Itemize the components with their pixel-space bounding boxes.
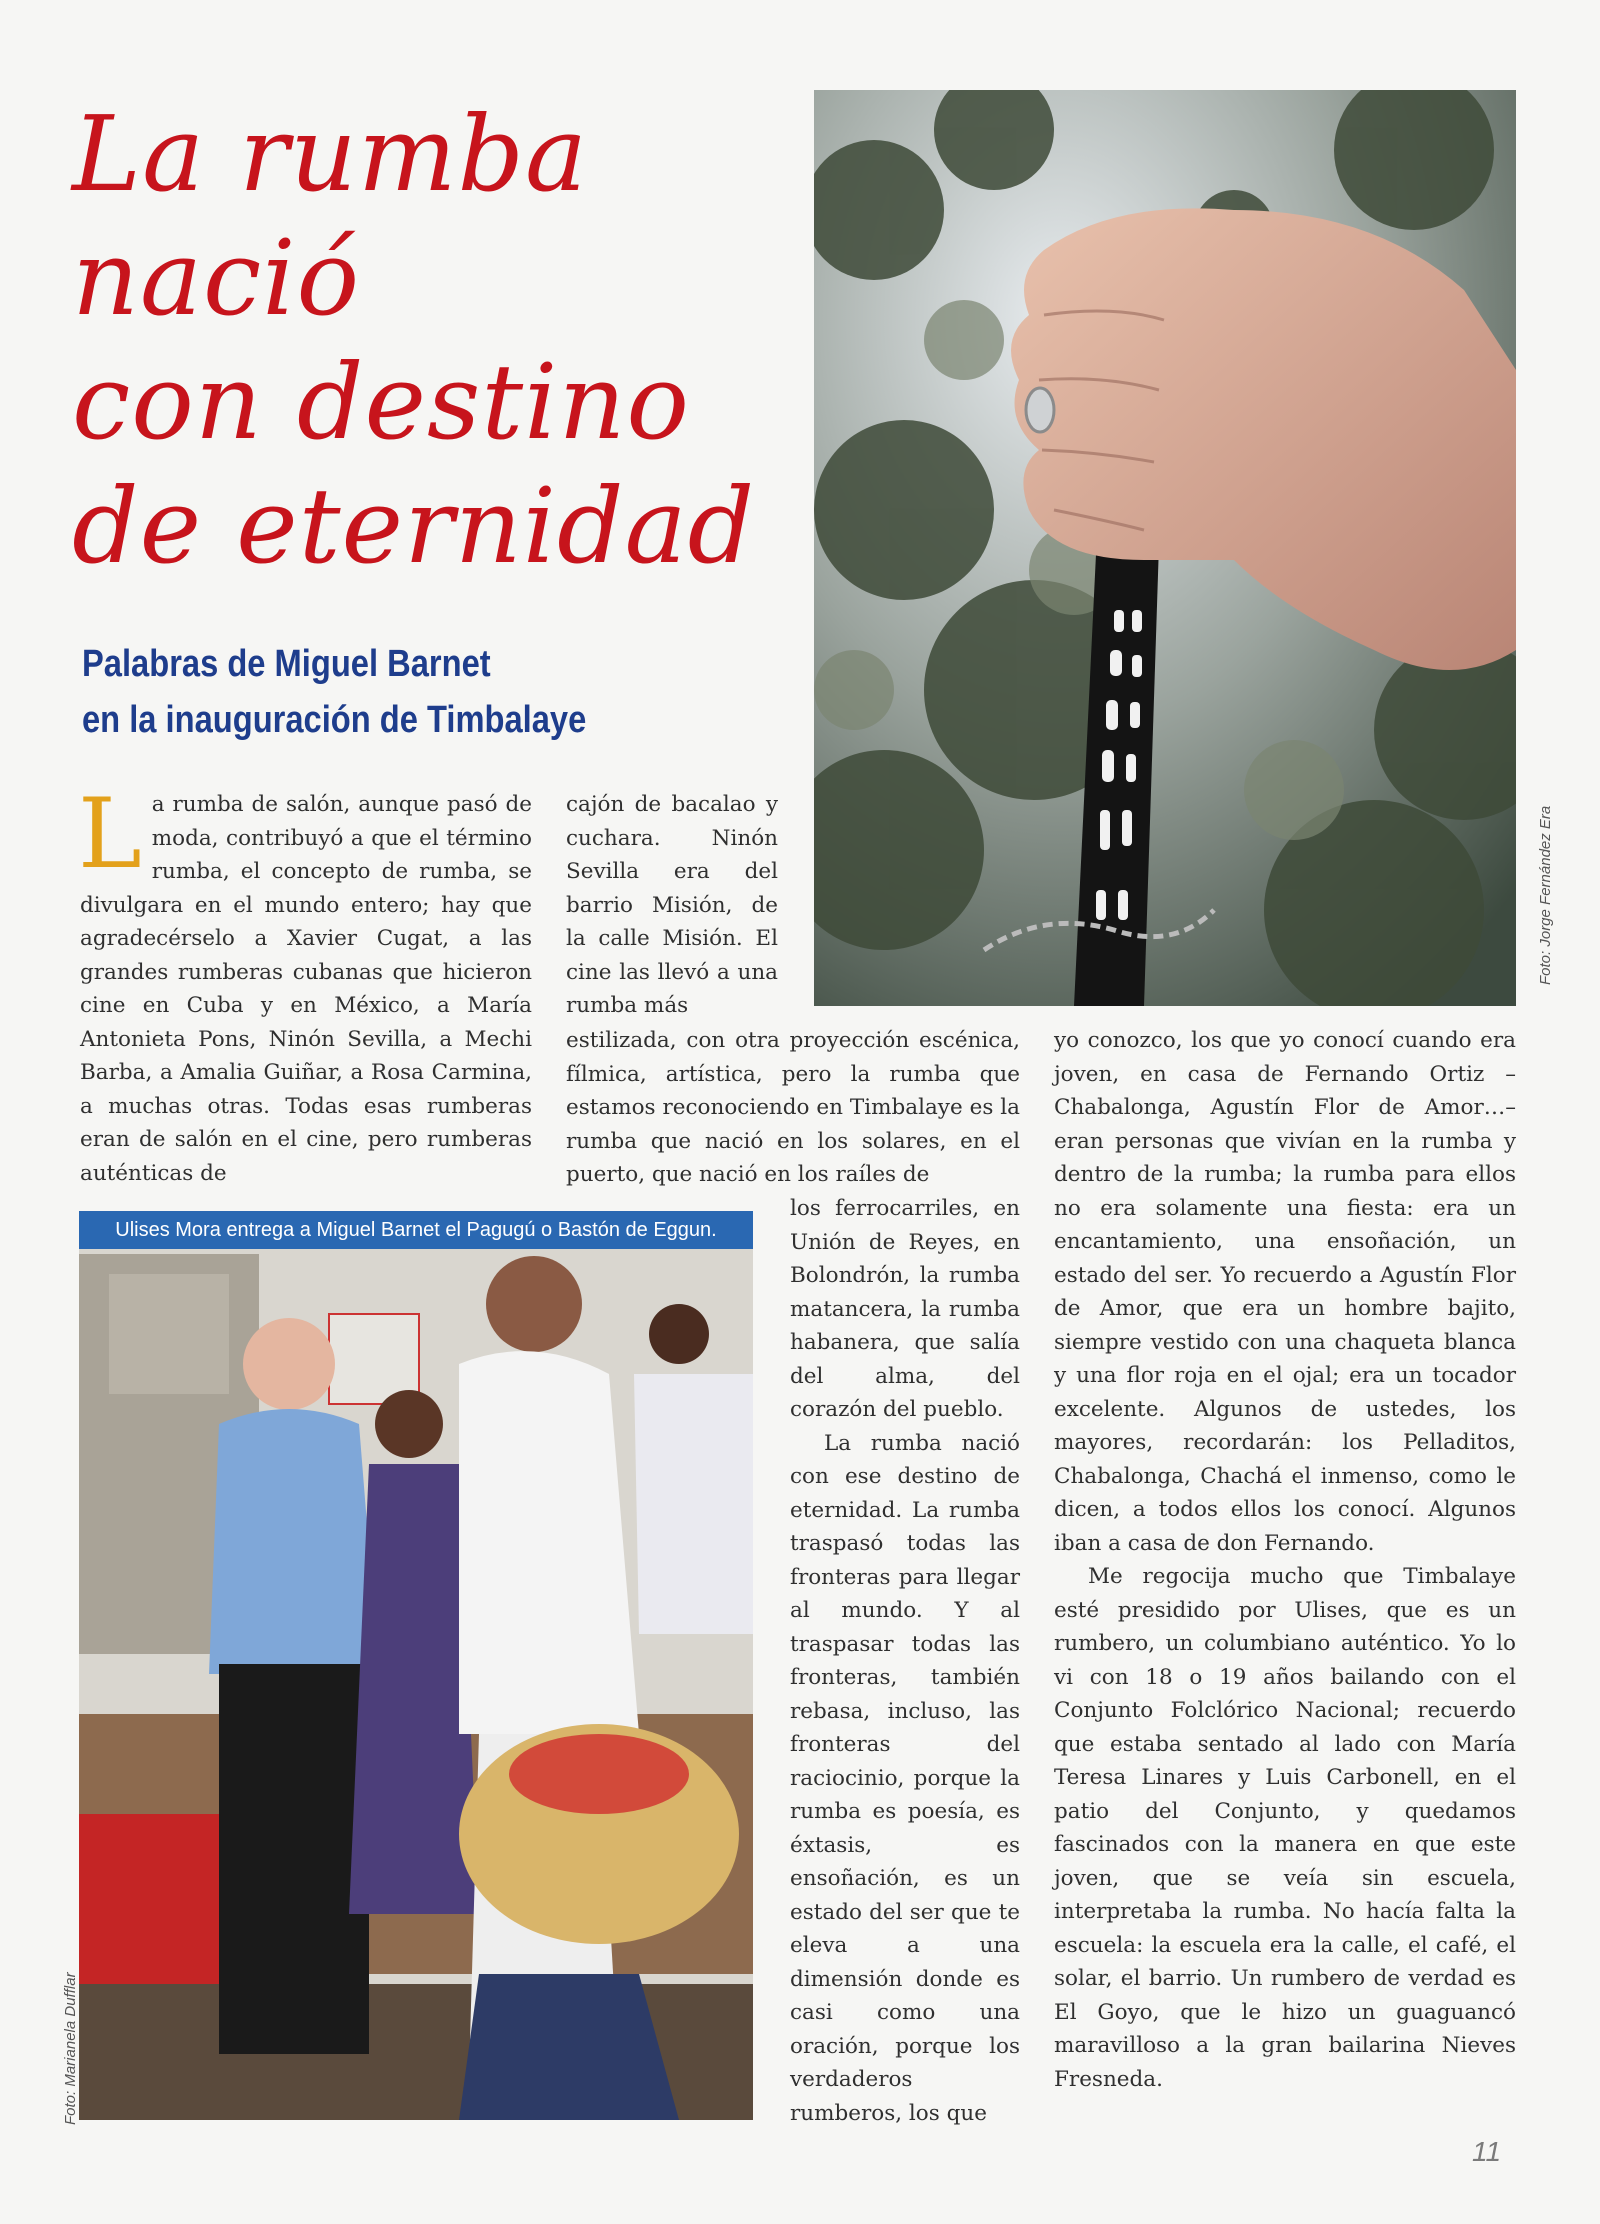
title-line-3: con destino [72, 341, 691, 463]
photo-ceremony-illustration [79, 1214, 753, 2120]
column-2-top [566, 788, 778, 1023]
column-1-paragraph [78, 778, 532, 1190]
column-1-text: a rumba de salón, aunque pasó de moda, contribuyó a que el término rumba, el concepto de rumba, se divulgara en el mundo entero; hay que agradecérselo a Xavier Cugat, a las grandes rumberas cubanas que hicieron cine en Cuba y en México, a María Antonieta Pons, Ninón Sevilla, a Mechi Barba, a Amalia Guiñar, a Rosa Carmina, a muchas otras. Todas esas rumberas eran de salón en el cine, pero rumberas auténticas de [80, 792, 532, 1186]
title-line-2: nació [72, 217, 361, 339]
column-3-paragraph-1: yo conozco, los que yo conocí cuando era joven, en casa de Fernando Ortiz –Chabalonga, Agustín Flor de Amor…– eran personas que vivían en la rumba y dentro de la rumba; la rumba para ellos no era solamente una fiesta: era un encantamiento, una ensoñación, un estado del ser. Yo recuerdo a Agustín Flor de Amor, que era un hombre bajito, siempre vestido con una chaqueta blanca y una flor roja en el ojal; era un tocador excelente. Algunos de ustedes, los mayores, recordarán: los Pelladitos, Chabalonga, Chachá el inmenso, como le dicen, a todos ellos los conocí. Algunos iban a casa de don Fernando. [1054, 1028, 1516, 1556]
photo-hand-staff-illustration [814, 90, 1516, 1006]
drop-cap: L [78, 778, 142, 890]
column-2-wide [566, 1024, 1020, 1192]
column-2-narrow [790, 1192, 1020, 2130]
photo-bottom-credit: Foto: Marianela Dufflar [62, 1972, 79, 2125]
column-1 [78, 778, 532, 1190]
title-line-4: de eternidad [72, 465, 756, 587]
photo-ceremony [79, 1214, 753, 2120]
article-subtitle [82, 636, 684, 748]
column-2-paragraph-2: La rumba nació con ese destino de eternidad. La rumba traspasó todas las fronteras para llegar al mundo. Y al traspasar todas las fronteras, también rebasa, incluso, las fronteras del raciocinio, porque la rumba es poesía, es éxtasis, es ensoñación, es un estado del ser que te eleva a una dimensión donde es casi como una oración, porque los verdaderos rumberos, los que [790, 1430, 1020, 2126]
column-2-top-text: cajón de bacalao y cuchara. Ninón Sevilla era del barrio Misión, de la calle Misión. El cine las llevó a una rumba más [566, 792, 778, 1018]
photo-hand-staff [814, 90, 1516, 1006]
column-2-paragraph-1: los ferrocarriles, en Unión de Reyes, en Bolondrón, la rumba matancera, la rumba habanera, que salía del alma, del corazón del pueblo. [790, 1196, 1020, 1422]
column-3 [1054, 1024, 1516, 2096]
photo-top-credit: Foto: Jorge Fernández Era [1537, 805, 1554, 985]
column-2-wide-text: estilizada, con otra proyección escénica, fílmica, artística, pero la rumba que estamos reconociendo en Timbalaye es la rumba que nació en los solares, en el puerto, que nació en los raíles de [566, 1028, 1020, 1187]
subtitle-line-1: Palabras de Miguel Barnet [82, 643, 491, 685]
photo-caption: Ulises Mora entrega a Miguel Barnet el Pagugú o Bastón de Eggun. [79, 1211, 753, 1249]
page-number: 11 [1472, 2136, 1502, 2167]
subtitle-line-2: en la inauguración de Timbalaye [82, 699, 587, 741]
article-title [72, 92, 792, 588]
column-3-paragraph-2: Me regocija mucho que Timbalaye esté presidido por Ulises, que es un rumbero, un columbiano auténtico. Yo lo vi con 18 o 19 años bailando con el Conjunto Folclórico Nacional; recuerdo que estaba sentado al lado con María Teresa Linares y Luis Carbonell, en el patio del Conjunto, y quedamos fascinados con la manera en que este joven, que se veía sin escuela, interpretaba la rumba. No hacía falta la escuela: la escuela era la calle, el café, el solar, el barrio. Un rumbero de verdad es El Goyo, que le hizo un guaguancó maravilloso a la gran bailarina Nieves Fresneda. [1054, 1564, 1516, 2092]
title-line-1: La rumba [72, 93, 589, 215]
